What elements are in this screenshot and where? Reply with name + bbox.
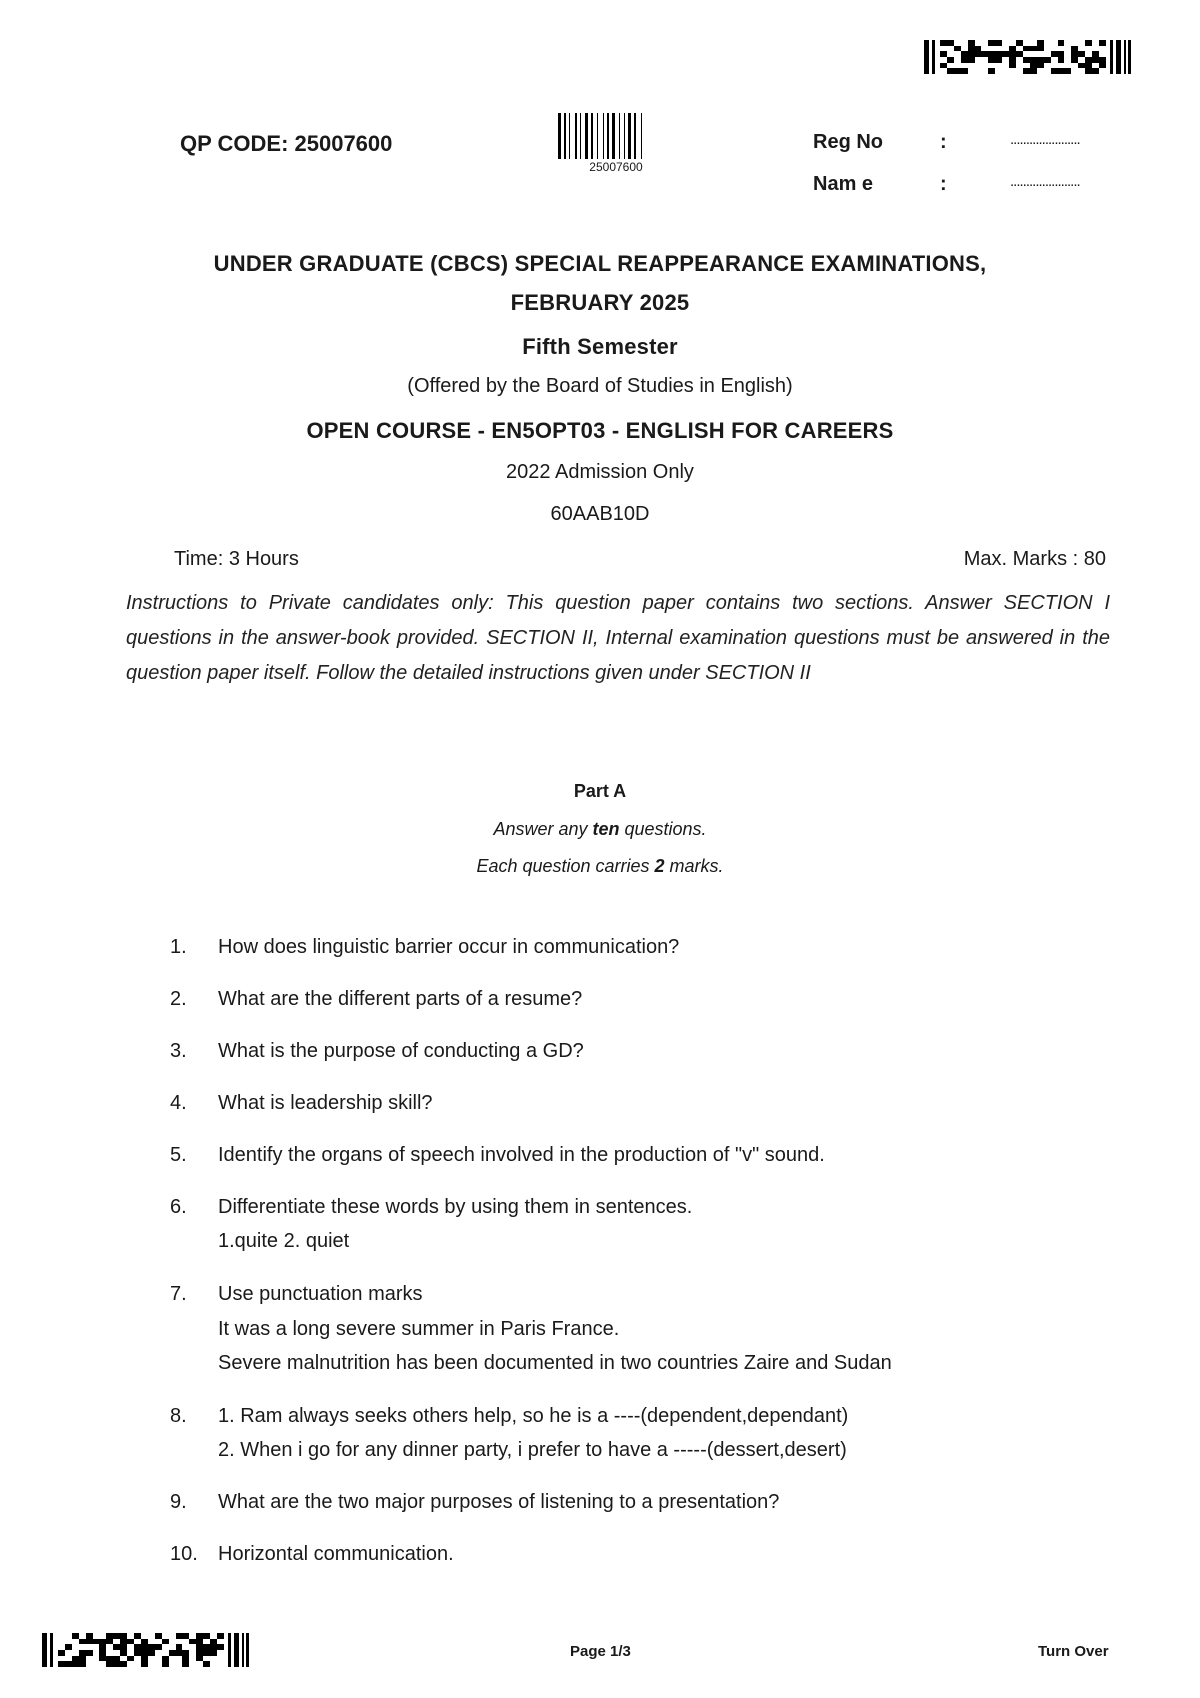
name-colon: : bbox=[940, 173, 947, 195]
part-title: Part A bbox=[573, 781, 627, 801]
semester: Fifth Semester bbox=[522, 334, 678, 359]
question-number: 2. bbox=[170, 988, 187, 1010]
question-text: What is the purpose of conducting a GD? bbox=[218, 1040, 584, 1062]
part-instruction-2-post: marks. bbox=[664, 856, 724, 876]
question-number: 9. bbox=[170, 1491, 187, 1513]
course-title: OPEN COURSE - EN5OPT03 - ENGLISH FOR CAREERS bbox=[306, 418, 894, 443]
question-subline: 1.quite 2. quiet bbox=[218, 1230, 350, 1252]
question-text: 1. Ram always seeks others help, so he is a ----(dependent,dependant) bbox=[218, 1405, 849, 1427]
question-subline: It was a long severe summer in Paris France. bbox=[218, 1318, 620, 1340]
part-instruction-1 bbox=[0, 819, 1200, 840]
question-text: What are the different parts of a resume? bbox=[218, 988, 583, 1010]
part-instruction-1-post: questions. bbox=[619, 819, 707, 839]
paper-code: 60AAB10D bbox=[550, 503, 650, 525]
part-instruction-2 bbox=[0, 856, 1200, 877]
part-instruction-1-pre: Answer any bbox=[493, 819, 593, 839]
part-instruction-2-bold: 2 bbox=[654, 856, 665, 876]
reg-no-field: ...................... bbox=[1010, 131, 1080, 148]
time-label: Time: 3 Hours bbox=[174, 548, 299, 570]
offered-by: (Offered by the Board of Studies in English) bbox=[407, 375, 793, 397]
question-text: What is leadership skill? bbox=[218, 1092, 433, 1114]
question-number: 7. bbox=[170, 1283, 187, 1305]
question-text: Identify the organs of speech involved in the production of "v" sound. bbox=[218, 1144, 825, 1166]
question-text: What are the two major purposes of listening to a presentation? bbox=[218, 1491, 780, 1513]
max-marks: Max. Marks : 80 bbox=[963, 548, 1106, 570]
page-number: Page 1/3 bbox=[570, 1643, 631, 1660]
question-number: 3. bbox=[170, 1040, 187, 1062]
turn-over: Turn Over bbox=[1038, 1643, 1109, 1660]
question-subline: Severe malnutrition has been documented in two countries Zaire and Sudan bbox=[218, 1352, 892, 1374]
part-instruction-1-bold: ten bbox=[592, 819, 620, 839]
question-subline: 2. When i go for any dinner party, i prefer to have a -----(dessert,desert) bbox=[218, 1439, 847, 1461]
instructions: Instructions to Private candidates only: This question paper contains two sections. Answer SECTION I questions in the answer-book provided. SECTION II, Internal examination questions must be answered in the question paper itself. Follow the detailed instructions given under SECTION II bbox=[126, 592, 1110, 684]
question-text: Horizontal communication. bbox=[218, 1543, 454, 1565]
question-number: 4. bbox=[170, 1092, 187, 1114]
question-text: Differentiate these words by using them in sentences. bbox=[218, 1196, 693, 1218]
part-instruction-2-pre: Each question carries bbox=[476, 856, 655, 876]
question-number: 1. bbox=[170, 936, 187, 958]
question-number: 10. bbox=[170, 1543, 198, 1565]
barcode-number: 25007600 bbox=[589, 160, 643, 174]
reg-no-colon: : bbox=[940, 131, 947, 153]
center-barcode bbox=[558, 113, 674, 159]
exam-title-line1: UNDER GRADUATE (CBCS) SPECIAL REAPPEARANCE EXAMINATIONS, bbox=[213, 251, 987, 276]
question-text: Use punctuation marks bbox=[218, 1283, 423, 1305]
question-text: How does linguistic barrier occur in communication? bbox=[218, 936, 680, 958]
bottom-left-barcode bbox=[42, 1633, 248, 1667]
name-label: Nam e bbox=[813, 173, 874, 195]
admission: 2022 Admission Only bbox=[506, 461, 694, 483]
reg-no-label: Reg No bbox=[813, 131, 883, 153]
exam-title-line2: FEBRUARY 2025 bbox=[510, 290, 690, 315]
top-right-barcode bbox=[924, 40, 1130, 74]
qp-code: QP CODE: 25007600 bbox=[180, 131, 393, 156]
question-number: 5. bbox=[170, 1144, 187, 1166]
name-field: ...................... bbox=[1010, 173, 1080, 190]
question-number: 6. bbox=[170, 1196, 187, 1218]
question-number: 8. bbox=[170, 1405, 187, 1427]
